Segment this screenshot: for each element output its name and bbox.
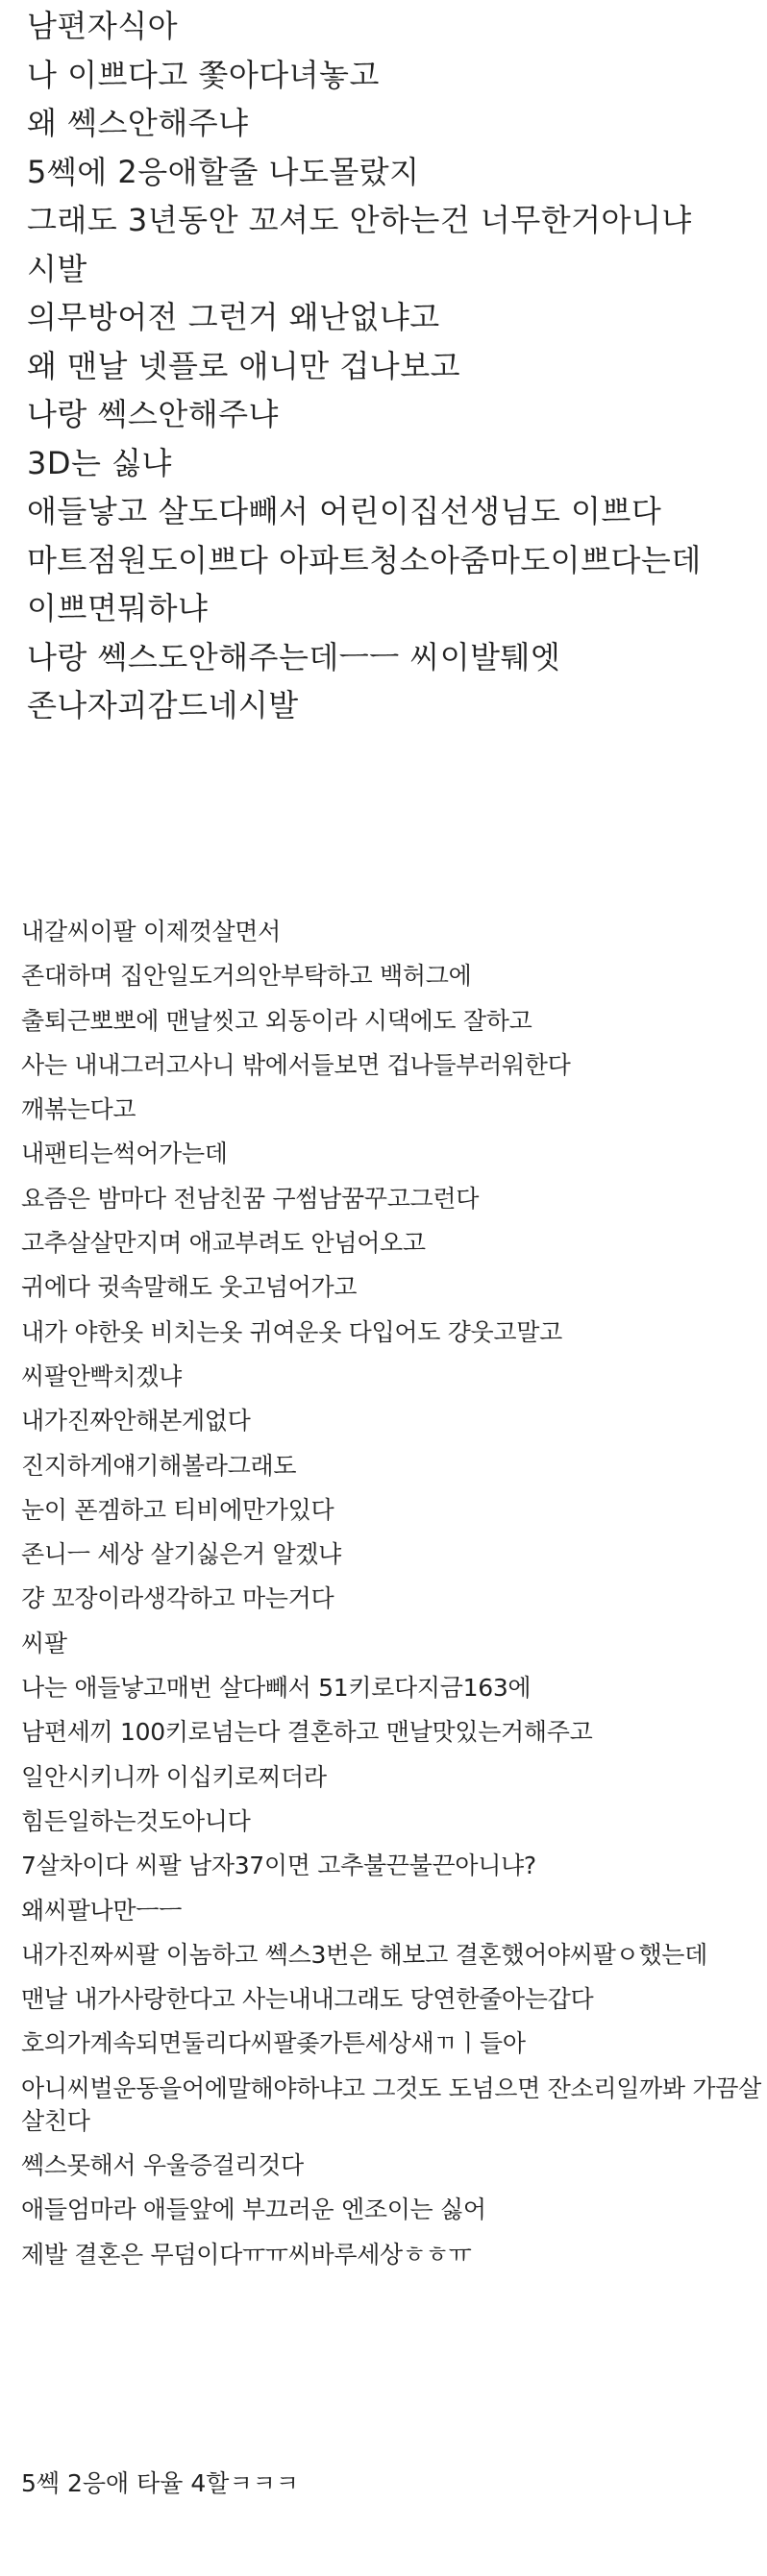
text-line: 출퇴근뽀뽀에 맨날씻고 외동이라 시댁에도 잘하고 bbox=[21, 1006, 532, 1035]
text-line: 씨팔 bbox=[21, 1629, 67, 1657]
footer-caption: 5쎅 2응애 타율 4할ㅋㅋㅋ bbox=[21, 2469, 299, 2497]
text-line: 내가진짜씨팔 이놈하고 쎅스3번은 해보고 결혼했어야씨팔ㅇ했는데 bbox=[21, 1940, 707, 1969]
text-line: 내가진짜안해본게없다 bbox=[21, 1407, 251, 1435]
text-line: 고추살살만지며 애교부려도 안넘어오고 bbox=[21, 1229, 426, 1258]
text-line: 맨날 내가사랑한다고 사는내내그래도 당연한줄아는갑다 bbox=[21, 1985, 594, 2014]
text-line: 왜씨팔나만ㅡㅡ bbox=[21, 1896, 182, 1925]
text-line: 내가 야한옷 비치는옷 귀여운옷 다입어도 걍웃고말고 bbox=[21, 1317, 562, 1346]
text-line: 그래도 3년동안 꼬셔도 안하는건 너무한거아니냐 bbox=[27, 202, 692, 238]
text-line: 제발 결혼은 무덤이다ㅠㅠ씨바루세상ㅎㅎㅠ bbox=[21, 2240, 472, 2269]
text-line: 존대하며 집안일도거의안부탁하고 백허그에 bbox=[21, 962, 472, 991]
text-line: 귀에다 귓속말해도 웃고넘어가고 bbox=[21, 1273, 358, 1302]
text-line: 시발 bbox=[27, 250, 87, 287]
text-line: 마트점원도이쁘다 아파트청소아줌마도이쁘다는데 bbox=[27, 541, 702, 578]
text-line: 나랑 쎅스도안해주는데ㅡㅡ 씨이발퉤엣 bbox=[27, 638, 561, 675]
text-line: 존니ㅡ 세상 살기싫은거 알겠냐 bbox=[21, 1540, 341, 1569]
text-line: 나랑 쎅스안해주냐 bbox=[27, 396, 279, 432]
text-line: 남편세끼 100키로넘는다 결혼하고 맨날맛있는거해주고 bbox=[21, 1718, 593, 1747]
text-line: 호의가계속되면둘리다씨팔좆가튼세상새ㄲㅣ들아 bbox=[21, 2029, 526, 2058]
text-line: 사는 내내그러고사니 밖에서들보면 겁나들부러워한다 bbox=[21, 1050, 571, 1079]
text-line: 씨팔안빡치겠냐 bbox=[21, 1362, 182, 1390]
post-section-large-text bbox=[27, 6, 757, 734]
text-line: 나는 애들낳고매번 살다빼서 51키로다지금163에 bbox=[21, 1674, 532, 1703]
text-line: 3D는 싫냐 bbox=[27, 444, 172, 481]
post-section-small-text bbox=[21, 916, 761, 2283]
text-line: 존나자괴감드네시발 bbox=[27, 687, 299, 724]
text-line: 눈이 폰겜하고 티비에만가있다 bbox=[21, 1495, 334, 1524]
text-line: 걍 꼬장이라생각하고 마는거다 bbox=[21, 1584, 334, 1613]
text-line: 애들엄마라 애들앞에 부끄러운 엔조이는 싫어 bbox=[21, 2196, 486, 2224]
text-line: 일안시키니까 이십키로찌더라 bbox=[21, 1762, 327, 1791]
text-line: 애들낳고 살도다빼서 어린이집선생님도 이쁘다 bbox=[27, 493, 662, 529]
text-line: 나 이쁘다고 쫓아다녀놓고 bbox=[27, 56, 380, 93]
text-line: 5쎅에 2응애할줄 나도몰랐지 bbox=[27, 153, 420, 190]
text-line: 깨볶는다고 bbox=[21, 1095, 136, 1124]
text-line: 왜 쎅스안해주냐 bbox=[27, 105, 249, 141]
text-line: 내팬티는썩어가는데 bbox=[21, 1140, 228, 1168]
text-line: 내갈씨이팔 이제껏살면서 bbox=[21, 918, 281, 945]
text-line: 진지하게얘기해볼라그래도 bbox=[21, 1451, 297, 1480]
text-line: 쎅스못해서 우울증걸리것다 bbox=[21, 2151, 304, 2180]
text-line: 아니씨벌운동을어에말해야하냐고 그것도 도넘으면 잔소리일까봐 가끔살살친다 bbox=[21, 2073, 761, 2135]
text-line: 왜 맨날 넷플로 애니만 겁나보고 bbox=[27, 347, 461, 384]
text-line: 이쁘면뭐하냐 bbox=[27, 590, 209, 626]
text-line: 7살차이다 씨팔 남자37이면 고추불끈불끈아니냐? bbox=[21, 1852, 536, 1880]
text-line: 요즘은 밤마다 전남친꿈 구썸남꿈꾸고그런다 bbox=[21, 1184, 480, 1213]
text-line: 의무방어전 그런거 왜난없냐고 bbox=[27, 299, 440, 335]
text-line: 남편자식아 bbox=[27, 8, 179, 44]
text-line: 힘든일하는것도아니다 bbox=[21, 1806, 251, 1835]
